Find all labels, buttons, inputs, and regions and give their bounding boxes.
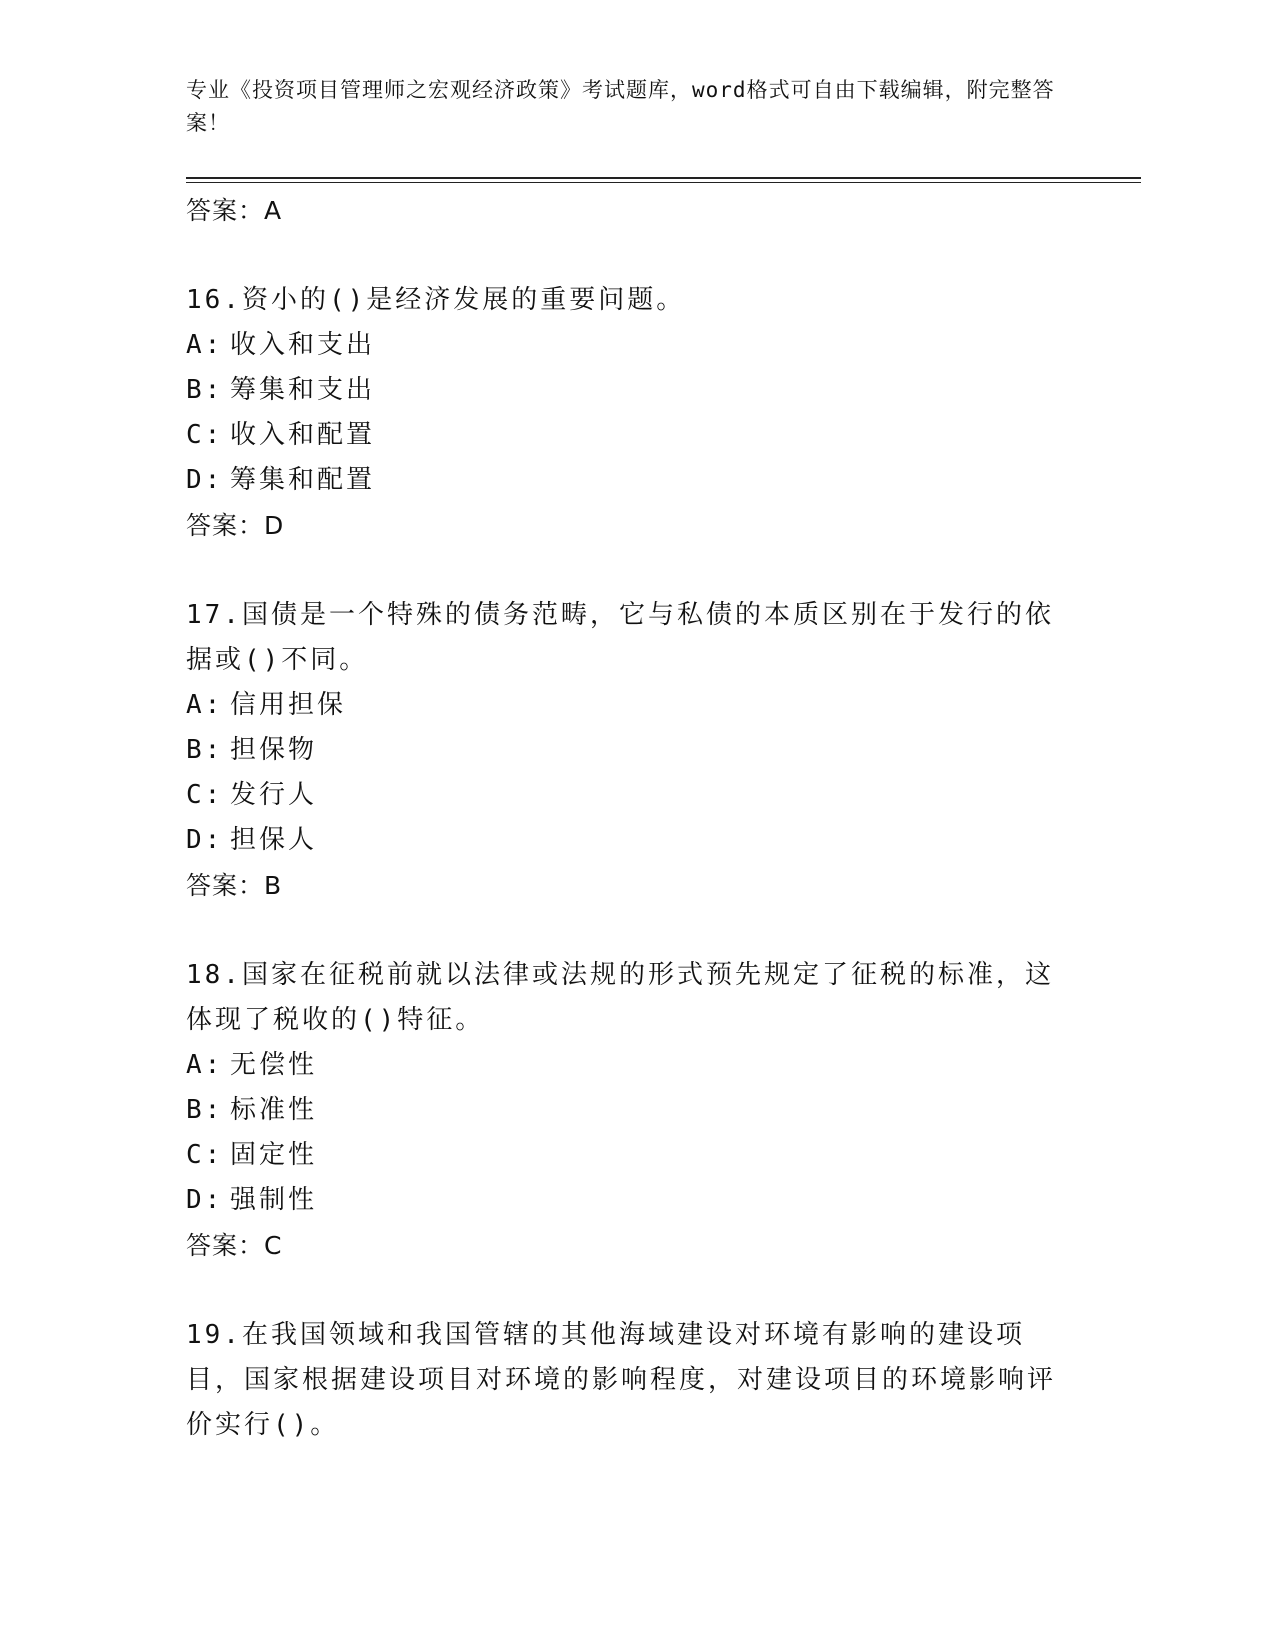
question-block [186, 593, 1066, 908]
option-text: 强制性 [230, 1185, 318, 1215]
option-text: 收入和配置 [230, 420, 376, 450]
option-d [186, 1178, 1066, 1223]
option-letter: A: [186, 690, 224, 720]
option-letter: B: [186, 735, 224, 765]
question-block [186, 1313, 1066, 1448]
spacer [186, 233, 1066, 278]
option-text: 筹集和配置 [230, 465, 376, 495]
option-text: 无偿性 [230, 1050, 318, 1080]
option-c [186, 1133, 1066, 1178]
option-b [186, 728, 1066, 773]
option-text: 担保人 [230, 825, 318, 855]
header-divider-thick [186, 177, 1141, 179]
question-text: 19.在我国领域和我国管辖的其他海域建设对环境有影响的建设项目，国家根据建设项目对环境的影响程度，对建设项目的环境影响评价实行()。 [186, 1320, 1057, 1440]
question-block [186, 953, 1066, 1268]
option-letter: A: [186, 1050, 224, 1080]
option-letter: B: [186, 1095, 224, 1125]
option-letter: D: [186, 825, 224, 855]
answer-line: 答案：B [186, 871, 283, 900]
option-d [186, 458, 1066, 503]
option-b [186, 368, 1066, 413]
question-list [186, 188, 1066, 1448]
document-header: 专业《投资项目管理师之宏观经济政策》考试题库，word格式可自由下载编辑，附完整答案！ [186, 78, 1055, 135]
spacer [186, 1268, 1066, 1313]
spacer [186, 548, 1066, 593]
option-letter: C: [186, 420, 224, 450]
option-a [186, 1043, 1066, 1088]
question-text: 16.资小的()是经济发展的重要问题。 [186, 285, 686, 315]
spacer [186, 908, 1066, 953]
option-letter: A: [186, 330, 224, 360]
option-a [186, 683, 1066, 728]
option-text: 担保物 [230, 735, 318, 765]
question-block [186, 278, 1066, 548]
option-text: 收入和支出 [230, 330, 376, 360]
option-b [186, 1088, 1066, 1133]
option-letter: B: [186, 375, 224, 405]
answer-line: 答案：C [186, 1231, 283, 1260]
answer-line: 答案：D [186, 511, 285, 540]
option-letter: C: [186, 1140, 224, 1170]
option-letter: C: [186, 780, 224, 810]
question-text: 18.国家在征税前就以法律或法规的形式预先规定了征税的标准，这体现了税收的()特征。 [186, 960, 1054, 1035]
header-divider-thin [186, 182, 1141, 183]
option-letter: D: [186, 465, 224, 495]
option-text: 发行人 [230, 780, 318, 810]
option-c [186, 413, 1066, 458]
option-text: 标准性 [230, 1095, 318, 1125]
option-letter: D: [186, 1185, 224, 1215]
option-c [186, 773, 1066, 818]
question-text: 17.国债是一个特殊的债务范畴，它与私债的本质区别在于发行的依据或()不同。 [186, 600, 1054, 675]
option-text: 固定性 [230, 1140, 318, 1170]
option-text: 筹集和支出 [230, 375, 376, 405]
option-a [186, 323, 1066, 368]
option-text: 信用担保 [230, 690, 347, 720]
option-d [186, 818, 1066, 863]
answer-line: 答案：A [186, 196, 283, 225]
